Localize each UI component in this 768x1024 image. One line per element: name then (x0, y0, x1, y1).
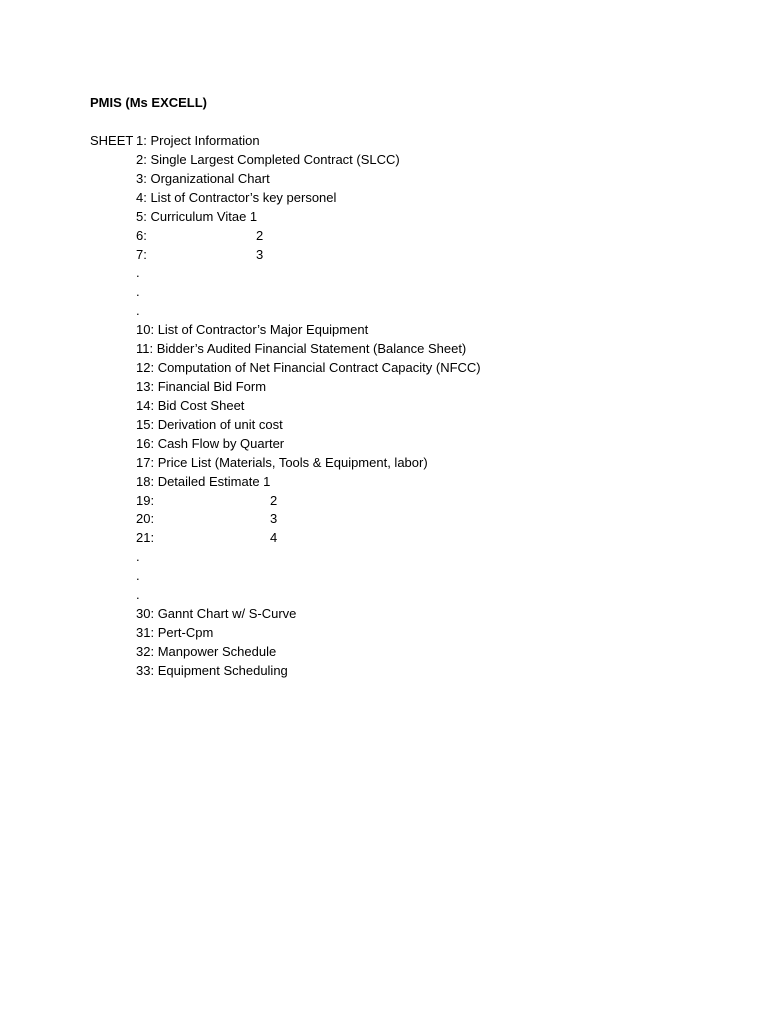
sheet-entry (136, 246, 481, 265)
sheet-entry (136, 170, 481, 189)
sheet-entry-number: 5: (136, 208, 147, 224)
sheet-entry (136, 378, 481, 397)
sheet-entry-title: Pert-Cpm (154, 624, 214, 640)
sheet-label: SHEET (90, 133, 134, 148)
sheet-entry (136, 473, 481, 492)
sheet-entry-title: Bidder’s Audited Financial Statement (Balance Sheet) (153, 341, 467, 357)
sheet-entry (136, 605, 481, 624)
sheet-entry-number: 15: (136, 416, 155, 432)
sheet-entry-number: . (136, 568, 140, 584)
sheet-entry-title: List of Contractor’s key personel (146, 189, 337, 205)
sheet-entry (136, 624, 481, 643)
sheet-entry-number: 2: (136, 151, 147, 167)
sheet-entry-number: . (136, 549, 140, 565)
sheet-entry-title: Organizational Chart (146, 170, 270, 186)
sheet-entry-continuation-number: 2 (270, 492, 278, 508)
sheet-entry-number: 32: (136, 643, 155, 659)
sheet-entry-number: . (136, 284, 140, 300)
sheet-entry-continuation-number: 3 (270, 511, 278, 527)
sheet-entry (136, 492, 481, 511)
sheet-entry-number: 20: (136, 511, 155, 527)
sheet-entry-number: 16: (136, 435, 155, 451)
sheet-entry-number: . (136, 587, 140, 603)
sheet-entry (136, 321, 481, 340)
sheet-entry-number: 33: (136, 662, 155, 678)
sheet-entry-number: 3: (136, 170, 147, 186)
sheet-entry-number: 4: (136, 189, 147, 205)
sheet-entry (136, 548, 481, 567)
sheet-entry-title: Detailed Estimate 1 (154, 473, 271, 489)
sheet-entry-number: 1: (136, 133, 147, 148)
sheet-entry-number: 10: (136, 322, 155, 338)
sheet-entry (136, 435, 481, 454)
sheet-entry (136, 586, 481, 605)
sheet-entry-title: Cash Flow by Quarter (154, 435, 285, 451)
sheet-entry-number: 19: (136, 492, 155, 508)
sheet-entry (136, 151, 481, 170)
sheet-entry-number: . (136, 303, 140, 319)
sheet-entry-title: Computation of Net Financial Contract Capacity (NFCC) (154, 360, 481, 376)
sheet-entry-number: 30: (136, 606, 155, 622)
sheet-entry-number: 7: (136, 246, 147, 262)
sheet-entry (136, 510, 481, 529)
sheet-entry (136, 340, 481, 359)
sheet-entry-title: Equipment Scheduling (154, 662, 288, 678)
sheet-entry (136, 189, 481, 208)
sheet-entry-title: List of Contractor’s Major Equipment (154, 322, 369, 338)
sheet-entry-title: Financial Bid Form (154, 378, 267, 394)
sheet-entry (136, 397, 481, 416)
sheet-entry-title: Price List (Materials, Tools & Equipment, labor) (154, 454, 428, 470)
sheet-entry (136, 359, 481, 378)
sheet-entry (136, 302, 481, 321)
sheet-entry (136, 529, 481, 548)
sheet-entry-title: Curriculum Vitae 1 (146, 208, 258, 224)
sheet-entry-number: . (136, 265, 140, 281)
sheet-entry-number: 12: (136, 360, 155, 376)
sheet-entry-title: Derivation of unit cost (154, 416, 283, 432)
sheet-entry (136, 416, 481, 435)
sheet-entry-number: 14: (136, 397, 155, 413)
document-title: PMIS (Ms EXCELL) (90, 95, 208, 110)
sheet-entry (136, 567, 481, 586)
sheet-entry (136, 643, 481, 662)
sheet-entry (136, 227, 481, 246)
sheet-entry-number: 31: (136, 624, 155, 640)
sheet-entry-title: Single Largest Completed Contract (SLCC) (146, 151, 400, 167)
sheet-entry (136, 208, 481, 227)
sheet-entry (136, 662, 481, 681)
sheet-entry-number: 17: (136, 454, 155, 470)
sheet-entry-number: 18: (136, 473, 155, 489)
sheet-entry-number: 21: (136, 530, 155, 546)
sheet-entry-continuation-number: 2 (256, 227, 264, 243)
sheet-list (136, 132, 481, 681)
sheet-entry-continuation-number: 4 (270, 530, 278, 546)
sheet-entry (136, 264, 481, 283)
sheet-entry-title: Manpower Schedule (154, 643, 277, 659)
sheet-entry-number: 11: (136, 341, 154, 357)
sheet-entry (136, 283, 481, 302)
sheet-entry-number: 13: (136, 378, 155, 394)
sheet-entry-number: 6: (136, 227, 147, 243)
sheet-entry (136, 132, 481, 151)
sheet-entry-continuation-number: 3 (256, 246, 264, 262)
sheet-entry-title: Bid Cost Sheet (154, 397, 245, 413)
sheet-entry (136, 454, 481, 473)
sheet-entry-title: Project Information (146, 133, 260, 148)
sheet-entry-title: Gannt Chart w/ S-Curve (154, 606, 297, 622)
